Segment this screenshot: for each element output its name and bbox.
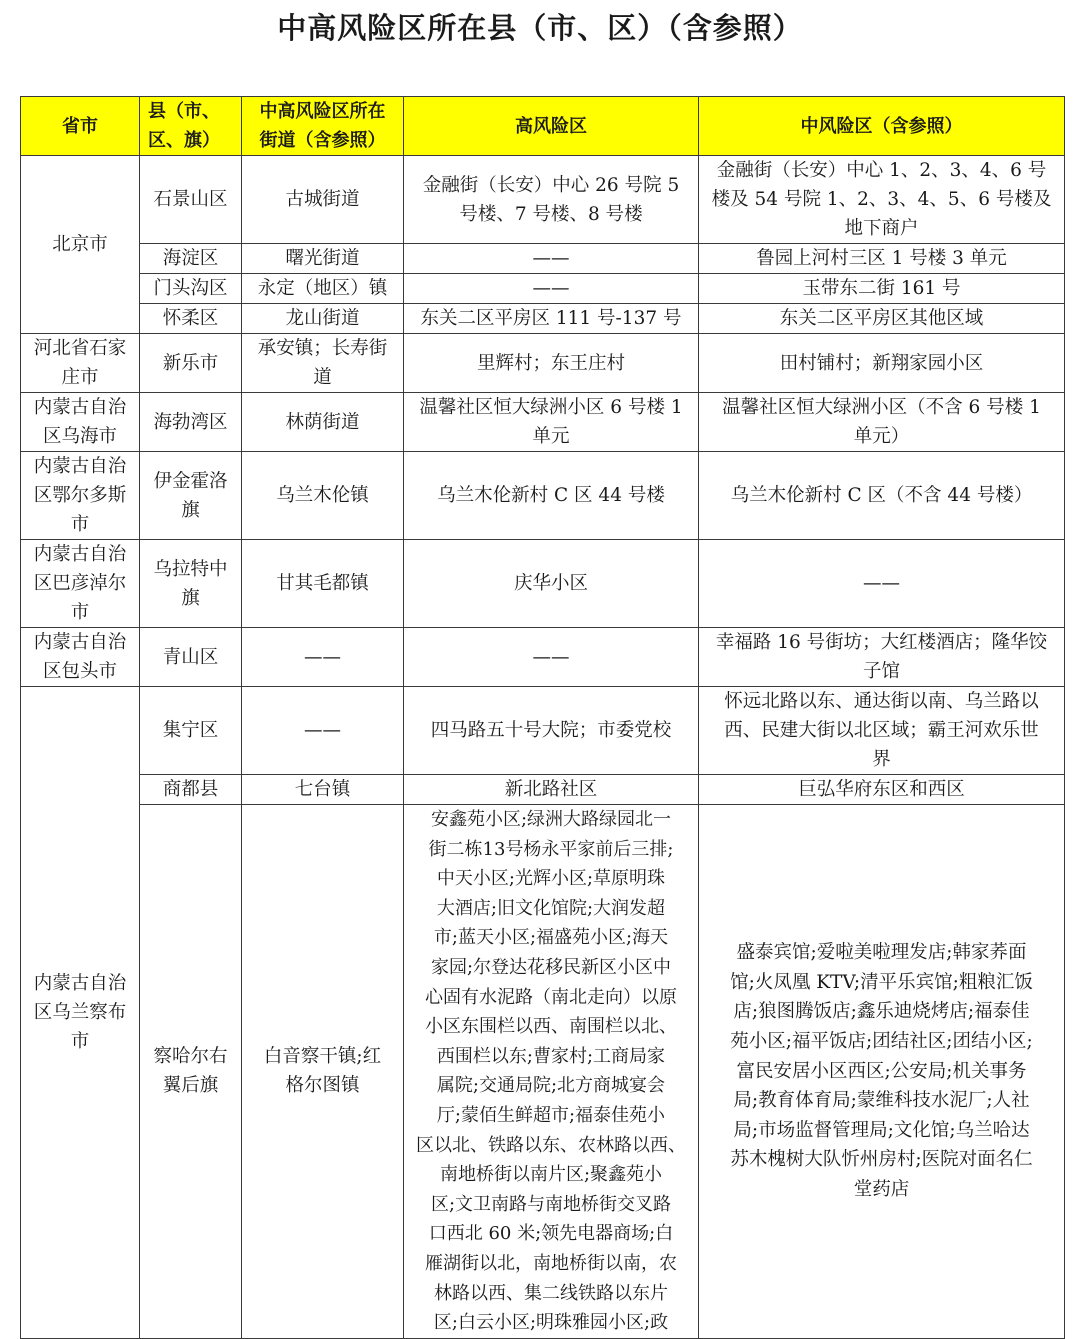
- street-cell: 古城街道: [242, 156, 404, 244]
- table-row: [21, 452, 1065, 540]
- table-row: [21, 687, 1065, 775]
- header-street: 中高风险区所在 街道（含参照）: [242, 97, 404, 156]
- high-risk-cell: ——: [404, 274, 699, 304]
- table-row: [21, 244, 1065, 274]
- medium-risk-cell: 巨弘华府东区和西区: [699, 775, 1065, 805]
- table-row: [21, 304, 1065, 334]
- province-cell: 内蒙古自治 区包头市: [21, 628, 140, 687]
- risk-area-table: [20, 96, 1065, 1339]
- medium-risk-cell: 玉带东二街 161 号: [699, 274, 1065, 304]
- medium-risk-cell: 金融街（长安）中心 1、2、3、4、6 号 楼及 54 号院 1、2、3、4、5、6 号楼及 地下商户: [699, 156, 1065, 244]
- street-cell: 白音察干镇;红 格尔图镇: [242, 805, 404, 1339]
- county-cell: 青山区: [140, 628, 242, 687]
- table-row: [21, 775, 1065, 805]
- table-row: [21, 540, 1065, 628]
- street-cell: ——: [242, 687, 404, 775]
- street-cell: 曙光街道: [242, 244, 404, 274]
- table-row: [21, 805, 1065, 1339]
- county-cell: 石景山区: [140, 156, 242, 244]
- table-row: [21, 334, 1065, 393]
- header-province: 省市: [21, 97, 140, 156]
- high-risk-cell: 新北路社区: [404, 775, 699, 805]
- header-medium-risk: 中风险区（含参照）: [699, 97, 1065, 156]
- medium-risk-cell: 鲁园上河村三区 1 号楼 3 单元: [699, 244, 1065, 274]
- header-row: [21, 97, 1065, 156]
- county-cell: 新乐市: [140, 334, 242, 393]
- province-cell: 内蒙古自治 区乌兰察布 市: [21, 687, 140, 1339]
- header-high-risk: 高风险区: [404, 97, 699, 156]
- street-cell: 七台镇: [242, 775, 404, 805]
- province-cell: 内蒙古自治 区乌海市: [21, 393, 140, 452]
- high-risk-cell: ——: [404, 244, 699, 274]
- province-cell: 内蒙古自治 区巴彦淖尔 市: [21, 540, 140, 628]
- high-risk-cell: 东关二区平房区 111 号-137 号: [404, 304, 699, 334]
- page-title: 中高风险区所在县（市、区）（含参照）: [277, 11, 803, 45]
- province-cell: 北京市: [21, 156, 140, 334]
- medium-risk-cell: ——: [699, 540, 1065, 628]
- street-cell: 林荫街道: [242, 393, 404, 452]
- county-cell: 海淀区: [140, 244, 242, 274]
- street-cell: ——: [242, 628, 404, 687]
- medium-risk-cell: 幸福路 16 号街坊；大红楼酒店；隆华饺 子馆: [699, 628, 1065, 687]
- county-cell: 商都县: [140, 775, 242, 805]
- high-risk-cell: 安鑫苑小区;绿洲大路绿园北一 街二栋13号杨永平家前后三排; 中天小区;光辉小区;草原明珠 大酒店;旧文化馆院;大润发超 市;蓝天小区;福盛苑小区;海天 家园;尔登达花移民新区小区中 心固有水泥路（南北走向）以原 小区东围栏以西、南围栏以北、 西围栏以东;曹家村;工商局家 属院;交通局院;北方商城宴会 厅;蒙佰生鲜超市;福泰佳苑小 区以北、铁路以东、农林路以西、 南地桥街以南片区;聚鑫苑小 区;文卫南路与南地桥街交叉路 口西北 60 米;领先电器商场;白 雁湖街以北，南地桥街以南，农 林路以西、集二线铁路以东片 区;白云小区;明珠雅园小区;政: [404, 805, 699, 1339]
- street-cell: 乌兰木伦镇: [242, 452, 404, 540]
- high-risk-cell: 四马路五十号大院；市委党校: [404, 687, 699, 775]
- medium-risk-cell: 东关二区平房区其他区域: [699, 304, 1065, 334]
- county-cell: 海勃湾区: [140, 393, 242, 452]
- high-risk-cell: 里辉村；东王庄村: [404, 334, 699, 393]
- header-county: 县（市、 区、旗）: [140, 97, 242, 156]
- street-cell: 甘其毛都镇: [242, 540, 404, 628]
- high-risk-cell: 金融街（长安）中心 26 号院 5 号楼、7 号楼、8 号楼: [404, 156, 699, 244]
- high-risk-cell: 乌兰木伦新村 C 区 44 号楼: [404, 452, 699, 540]
- table-row: [21, 156, 1065, 244]
- street-cell: 龙山街道: [242, 304, 404, 334]
- table-row: [21, 628, 1065, 687]
- medium-risk-cell: 怀远北路以东、通达街以南、乌兰路以 西、民建大街以北区域；霸王河欢乐世 界: [699, 687, 1065, 775]
- county-cell: 门头沟区: [140, 274, 242, 304]
- high-risk-cell: ——: [404, 628, 699, 687]
- county-cell: 察哈尔右 翼后旗: [140, 805, 242, 1339]
- medium-risk-cell: 乌兰木伦新村 C 区（不含 44 号楼）: [699, 452, 1065, 540]
- table-row: [21, 274, 1065, 304]
- medium-risk-cell: 田村铺村；新翔家园小区: [699, 334, 1065, 393]
- table-row: [21, 393, 1065, 452]
- high-risk-cell: 温馨社区恒大绿洲小区 6 号楼 1 单元: [404, 393, 699, 452]
- province-cell: 河北省石家 庄市: [21, 334, 140, 393]
- county-cell: 集宁区: [140, 687, 242, 775]
- high-risk-cell: 庆华小区: [404, 540, 699, 628]
- street-cell: 永定（地区）镇: [242, 274, 404, 304]
- medium-risk-cell: 温馨社区恒大绿洲小区（不含 6 号楼 1 单元）: [699, 393, 1065, 452]
- county-cell: 乌拉特中 旗: [140, 540, 242, 628]
- county-cell: 怀柔区: [140, 304, 242, 334]
- province-cell: 内蒙古自治 区鄂尔多斯 市: [21, 452, 140, 540]
- county-cell: 伊金霍洛 旗: [140, 452, 242, 540]
- medium-risk-cell: 盛泰宾馆;爱啦美啦理发店;韩家荞面 馆;火凤凰 KTV;清平乐宾馆;粗粮汇饭 店;狼图腾饭店;鑫乐迪烧烤店;福泰佳 苑小区;福平饭店;团结社区;团结小区; 富民安居小区西区;公安局;机关事务 局;教育体育局;蒙维科技水泥厂;人社 局;市场监督管理局;文化馆;乌兰哈达 苏木槐树大队忻州房村;医院对面名仁 堂药店: [699, 805, 1065, 1339]
- street-cell: 承安镇；长寿街 道: [242, 334, 404, 393]
